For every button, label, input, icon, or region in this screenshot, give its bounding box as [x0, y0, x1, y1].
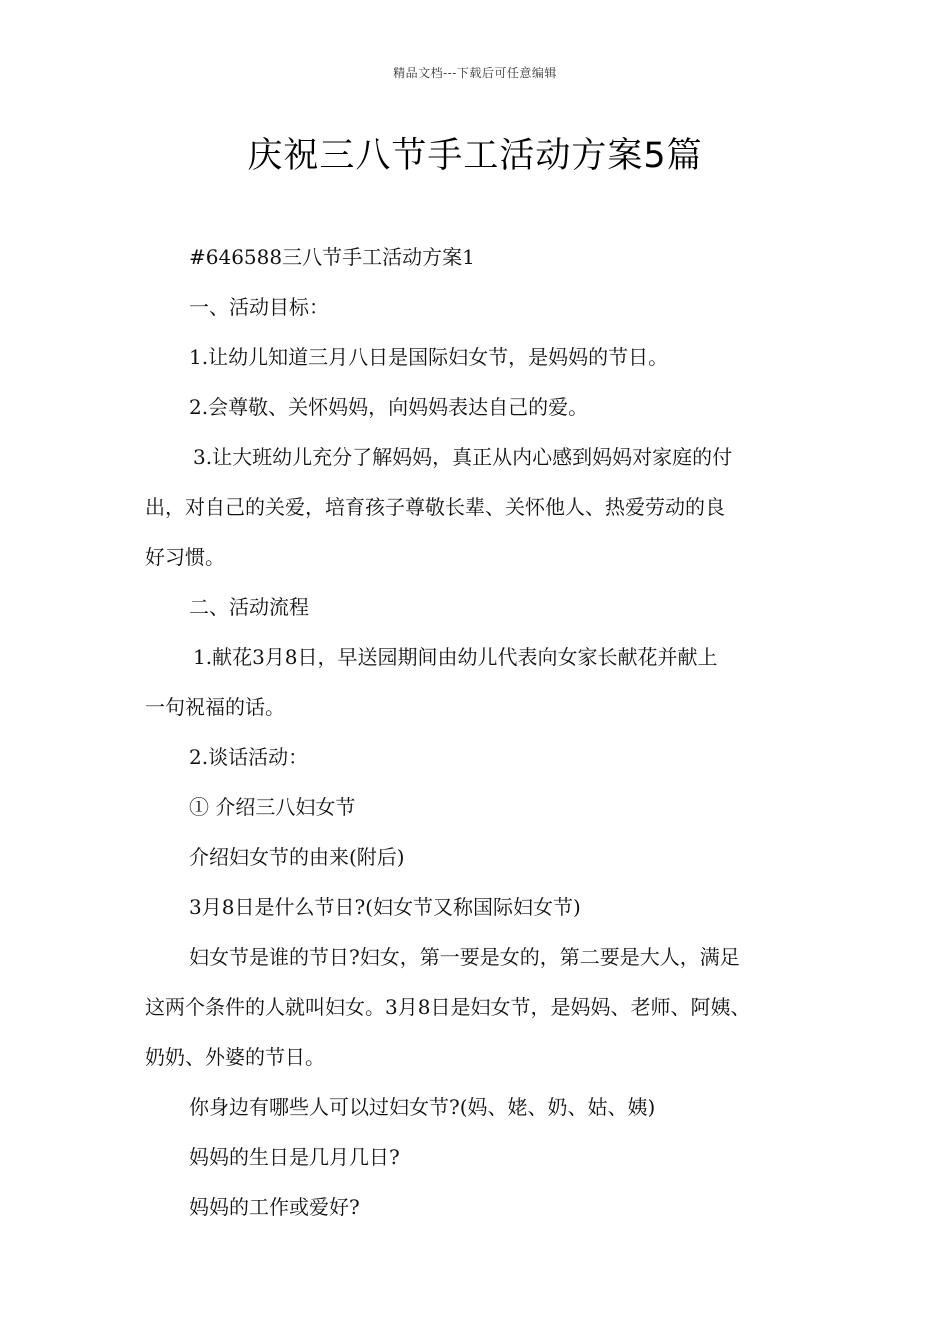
- section-heading: 二、活动流程: [189, 595, 309, 619]
- paragraph-line: 出，对自己的关爱，培育孩子尊敬长辈、关怀他人、热爱劳动的良: [145, 495, 725, 519]
- section-heading: 一、活动目标：: [189, 295, 329, 319]
- paragraph-line: 介绍妇女节的由来(附后): [189, 845, 405, 869]
- paragraph-line: ① 介绍三八妇女节: [189, 795, 356, 819]
- paragraph-line: 妈妈的工作或爱好?: [189, 1195, 360, 1219]
- paragraph-line: 好习惯。: [145, 545, 225, 569]
- paragraph-line: 奶奶、外婆的节日。: [145, 1045, 325, 1069]
- paragraph-line: 妈妈的生日是几月几日?: [189, 1145, 400, 1169]
- document-body: [145, 232, 835, 1232]
- section-heading: #646588三八节手工活动方案1: [189, 245, 475, 269]
- paragraph-line: 3.让大班幼儿充分了解妈妈，真正从内心感到妈妈对家庭的付: [193, 445, 733, 469]
- header-note: 精品文档---下载后可任意编辑: [393, 66, 557, 80]
- paragraph-line: 妇女节是谁的节日?妇女，第一要是女的，第二要是大人，满足: [189, 945, 740, 969]
- paragraph-line: 1.让幼儿知道三月八日是国际妇女节，是妈妈的节日。: [189, 345, 669, 369]
- paragraph-line: 3月8日是什么节日?(妇女节又称国际妇女节): [189, 895, 581, 919]
- paragraph-line: 这两个条件的人就叫妇女。3月8日是妇女节，是妈妈、老师、阿姨、: [145, 995, 751, 1019]
- paragraph-line: 一句祝福的话。: [145, 695, 285, 719]
- paragraph-line: 你身边有哪些人可以过妇女节?(妈、姥、奶、姑、姨): [189, 1095, 656, 1119]
- document-title: 庆祝三八节手工活动方案5篇: [247, 136, 703, 176]
- paragraph-line: 1.献花3月8日，早送园期间由幼儿代表向女家长献花并献上: [193, 645, 718, 669]
- paragraph-line: 2.会尊敬、关怀妈妈，向妈妈表达自己的爱。: [189, 395, 589, 419]
- paragraph-line: 2.谈话活动：: [189, 745, 309, 769]
